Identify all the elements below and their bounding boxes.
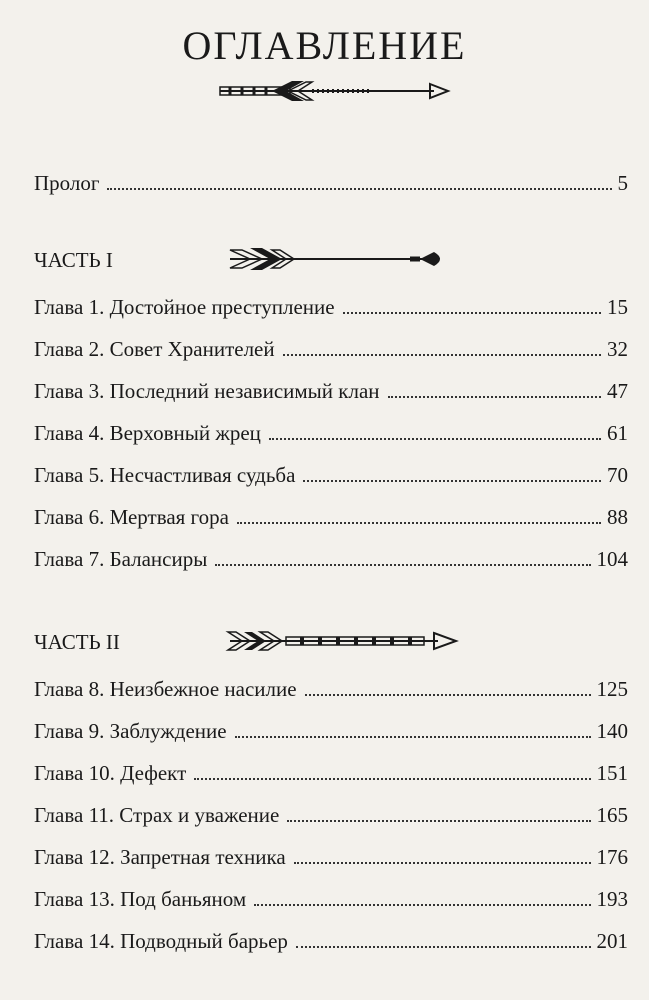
toc-page: 140 [596, 719, 628, 743]
toc-page: 193 [596, 887, 628, 911]
toc-label: Глава 1. Достойное преступление [34, 295, 335, 319]
leader-dots [283, 353, 601, 356]
toc-page: 47 [607, 379, 628, 403]
toc-page: 5 [617, 171, 628, 195]
toc-label: Глава 10. Дефект [34, 761, 187, 785]
arrow-icon [220, 244, 460, 274]
toc-label: Пролог [34, 171, 100, 195]
leader-dots [303, 479, 601, 482]
leader-dots [237, 521, 601, 524]
toc-label: Глава 3. Последний независимый клан [34, 379, 380, 403]
leader-dots [254, 903, 590, 906]
toc-label: Глава 12. Запретная техника [34, 845, 286, 869]
arrow-icon [222, 626, 462, 656]
toc-row[interactable] [34, 418, 628, 446]
leader-dots [215, 563, 590, 566]
toc-page: 15 [607, 295, 628, 319]
toc-row[interactable] [34, 926, 628, 954]
toc-row[interactable] [34, 674, 628, 702]
toc-label: Глава 9. Заблуждение [34, 719, 227, 743]
part-heading: ЧАСТЬ II [34, 630, 120, 654]
toc-page: 70 [607, 463, 628, 487]
leader-dots [269, 437, 601, 440]
toc-page: 125 [596, 677, 628, 701]
toc-page: 165 [596, 803, 628, 827]
toc-row[interactable] [34, 800, 628, 828]
toc-row[interactable] [34, 334, 628, 362]
toc-label: Глава 2. Совет Хранителей [34, 337, 275, 361]
leader-dots [305, 693, 591, 696]
part-heading: ЧАСТЬ I [34, 248, 113, 272]
leader-dots [194, 777, 590, 780]
toc-page: 176 [596, 845, 628, 869]
toc-page: 32 [607, 337, 628, 361]
toc-row[interactable] [34, 376, 628, 404]
page-title: ОГЛАВЛЕНИЕ [182, 23, 467, 68]
leader-dots [287, 819, 590, 822]
leader-dots [294, 861, 591, 864]
toc-page: 104 [596, 547, 628, 571]
toc-row[interactable] [34, 544, 628, 572]
toc-label: Глава 11. Страх и уважение [34, 803, 280, 827]
toc-label: Глава 8. Неизбежное насилие [34, 677, 297, 701]
toc-page: 61 [607, 421, 628, 445]
toc-row[interactable] [34, 842, 628, 870]
toc-row[interactable] [34, 884, 628, 912]
leader-dots [235, 735, 591, 738]
toc-row[interactable] [34, 168, 628, 196]
toc-page: 88 [607, 505, 628, 529]
toc-label: Глава 13. Под баньяном [34, 887, 247, 911]
leader-dots [107, 187, 611, 190]
toc-label: Глава 14. Подводный барьер [34, 929, 288, 953]
leader-dots [388, 395, 601, 398]
arrow-icon [212, 78, 452, 104]
toc-row[interactable] [34, 716, 628, 744]
toc-row[interactable] [34, 758, 628, 786]
leader-dots [296, 945, 591, 948]
toc-row[interactable] [34, 502, 628, 530]
toc-label: Глава 6. Мертвая гора [34, 505, 229, 529]
leader-dots [343, 311, 601, 314]
toc-row[interactable] [34, 292, 628, 320]
toc-row[interactable] [34, 460, 628, 488]
toc-page: 201 [596, 929, 628, 953]
toc-label: Глава 5. Несчастливая судьба [34, 463, 296, 487]
toc-page: 151 [596, 761, 628, 785]
toc-label: Глава 7. Балансиры [34, 547, 208, 571]
toc-label: Глава 4. Верховный жрец [34, 421, 261, 445]
